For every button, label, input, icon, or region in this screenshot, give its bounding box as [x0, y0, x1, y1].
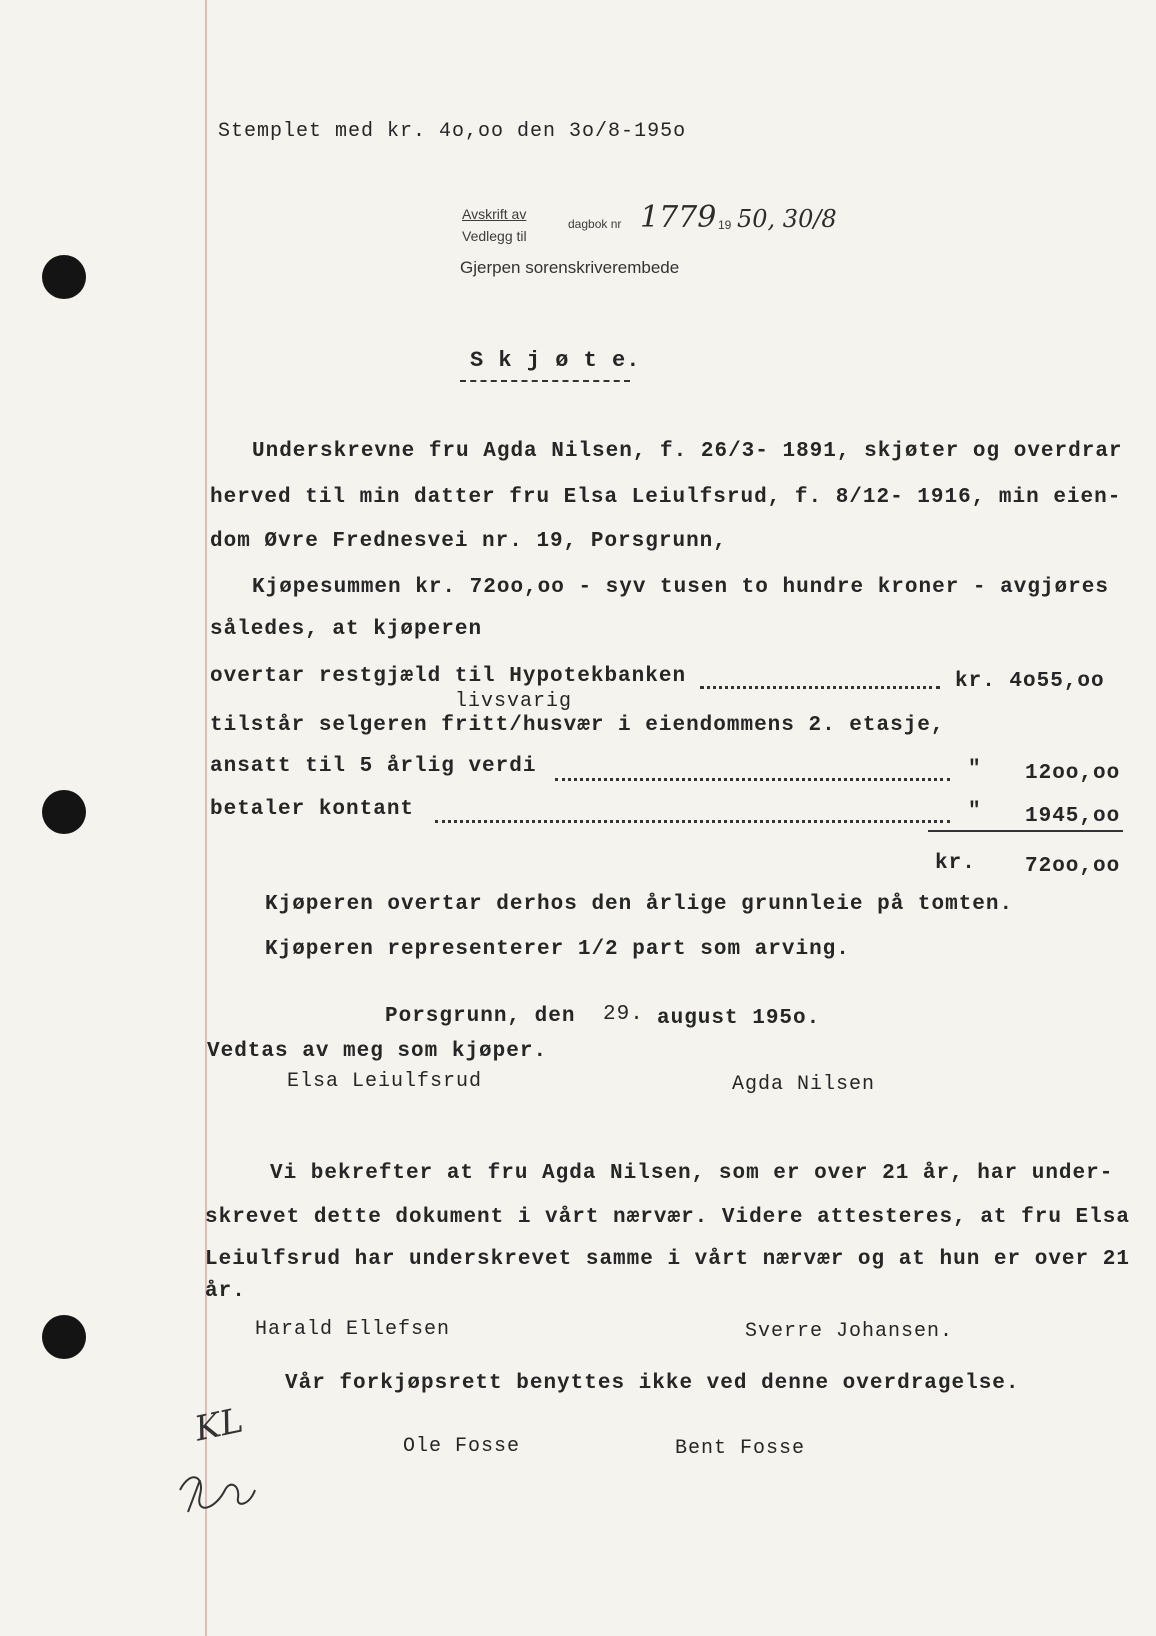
paragraph1-line3: dom Øvre Frednesvei nr. 19, Porsgrunn,	[210, 530, 727, 553]
settlement-row-mortgage-amount: kr. 4o55,oo	[955, 670, 1105, 693]
witness-signature-1: Harald Ellefsen	[255, 1318, 451, 1341]
margin-initials: KL	[191, 1400, 247, 1450]
leader-dots	[435, 820, 950, 823]
settlement-row-cash-amount: 1945,oo	[1025, 805, 1121, 828]
settlement-row-cash-label: betaler kontant	[210, 798, 415, 821]
settlement-row-value-amount: 12oo,oo	[1025, 762, 1121, 785]
title-underline	[460, 380, 630, 382]
buyer-acceptance: Vedtas av meg som kjøper.	[207, 1040, 548, 1063]
registry-office: Gjerpen sorenskriverembede	[460, 258, 680, 277]
paragraph3: Kjøperen overtar derhos den årlige grunnleie på tomten.	[265, 893, 1014, 916]
place-date: Porsgrunn, den	[385, 1005, 576, 1028]
settlement-row-housing-label: tilstår selgeren fritt/husvær i eiendommens 2. etasje,	[210, 714, 945, 737]
registry-line1: Avskrift av	[462, 206, 527, 222]
registry-year-prefix: 19	[718, 218, 732, 232]
punch-hole-middle	[42, 790, 86, 834]
settlement-row-value-label: ansatt til 5 årlig verdi	[210, 755, 537, 778]
settlement-row-mortgage-label: overtar restgjæld til Hypotekbanken	[210, 665, 687, 688]
signature-bent-fosse: Bent Fosse	[675, 1437, 806, 1460]
sum-rule	[928, 830, 1123, 832]
preemption-statement: Vår forkjøpsrett benyttes ikke ved denne overdragelse.	[285, 1372, 1020, 1395]
paragraph1-line1: Underskrevne fru Agda Nilsen, f. 26/3- 1891, skjøter og overdrar	[252, 440, 1123, 463]
paragraph2-line2: således, at kjøperen	[210, 618, 483, 641]
signature-seller: Agda Nilsen	[732, 1073, 876, 1096]
paragraph1-line2: herved til min datter fru Elsa Leiulfsrud, f. 8/12- 1916, min eien-	[210, 486, 1122, 509]
date-month-year: august 195o.	[657, 1007, 821, 1030]
registry-number: 1779	[640, 200, 717, 235]
punch-hole-top	[42, 255, 86, 299]
leader-dots	[555, 778, 950, 781]
witness-line2: skrevet dette dokument i vårt nærvær. Videre attesteres, at fru Elsa	[205, 1206, 1130, 1229]
date-day: 29.	[603, 1003, 644, 1026]
ditto-mark: "	[968, 800, 982, 823]
leader-dots	[700, 686, 940, 689]
paragraph4: Kjøperen representerer 1/2 part som arving.	[265, 938, 850, 961]
document-title: S k j ø t e.	[470, 348, 641, 373]
witness-line4: år.	[205, 1280, 246, 1303]
registry-dagbok-label: dagbok nr	[568, 217, 622, 231]
signature-ole-fosse: Ole Fosse	[403, 1435, 521, 1458]
punch-hole-bottom	[42, 1315, 86, 1359]
margin-scribble	[170, 1450, 280, 1530]
stamp-duty-line: Stemplet med kr. 4o,oo den 3o/8-195o	[218, 120, 687, 143]
witness-line1: Vi bekrefter at fru Agda Nilsen, som er over 21 år, har under-	[270, 1162, 1114, 1185]
registry-year: 50, 30/8	[737, 205, 837, 233]
total-label: kr.	[935, 852, 976, 875]
registry-line2: Vedlegg til	[462, 228, 527, 244]
ditto-mark: "	[968, 758, 982, 781]
paragraph2-line1: Kjøpesummen kr. 72oo,oo - syv tusen to hundre kroner - avgjøres	[252, 576, 1109, 599]
witness-line3: Leiulfsrud har underskrevet samme i vårt nærvær og at hun er over 21	[205, 1248, 1130, 1271]
inserted-word: livsvarig	[455, 690, 573, 713]
witness-signature-2: Sverre Johansen.	[745, 1320, 954, 1343]
total-amount: 72oo,oo	[1025, 855, 1121, 878]
margin-rule	[205, 0, 207, 1636]
signature-buyer: Elsa Leiulfsrud	[287, 1070, 483, 1093]
